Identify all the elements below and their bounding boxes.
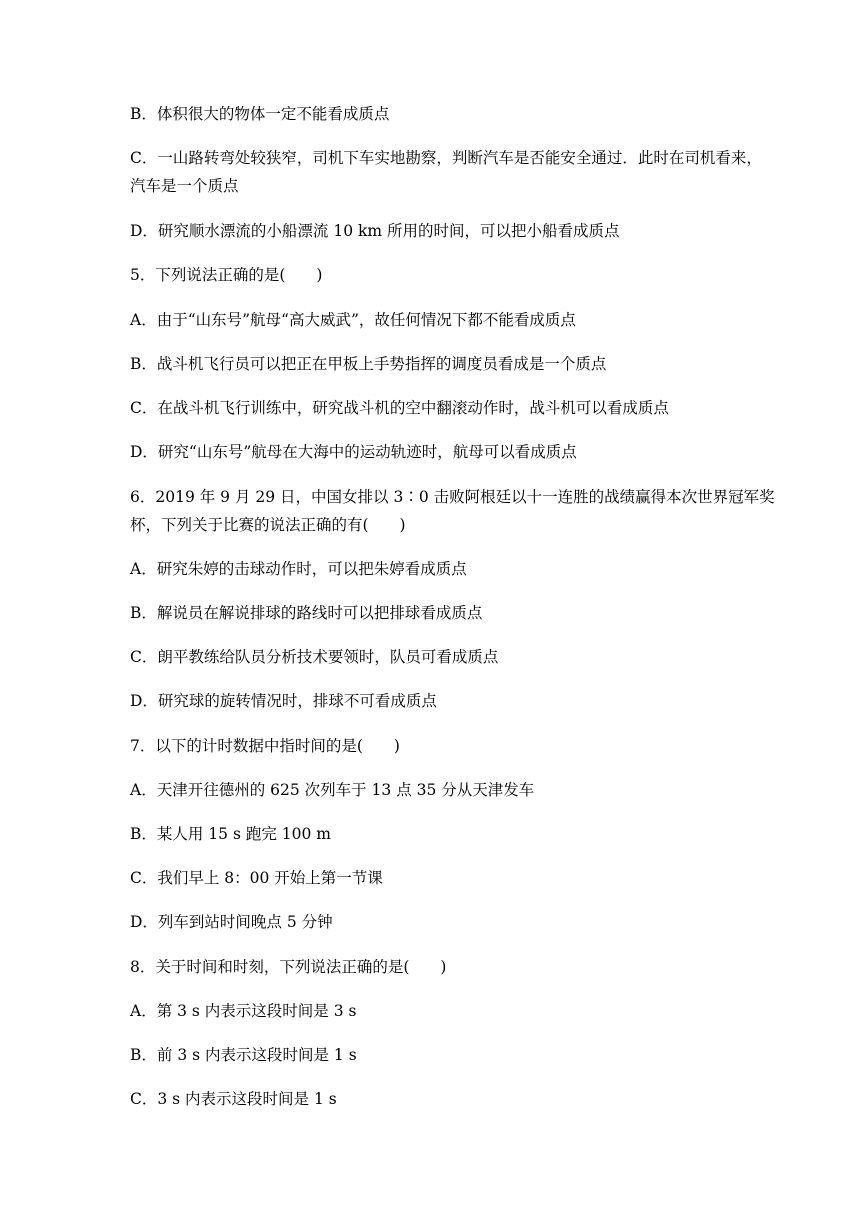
question-stem: 6．2019 年 9 月 29 日，中国女排以 3∶0 击败阿根廷以十一连胜的战绩赢得本次世界冠军奖 bbox=[130, 488, 775, 506]
option-text: B．体积很大的物体一定不能看成质点 bbox=[130, 105, 390, 123]
option-text: C．3 s 内表示这段时间是 1 s bbox=[130, 1090, 337, 1108]
option-text-continued: 汽车是一个质点 bbox=[130, 177, 239, 195]
option-text: C．一山路转弯处较狭窄，司机下车实地勘察，判断汽车是否能安全通过．此时在司机看来， bbox=[130, 149, 762, 167]
option-text: A．研究朱婷的击球动作时，可以把朱婷看成质点 bbox=[130, 560, 467, 578]
option-text: C．朗平教练给队员分析技术要领时，队员可看成质点 bbox=[130, 648, 499, 666]
option-text: C．我们早上 8：00 开始上第一节课 bbox=[130, 869, 383, 887]
option-text: A．第 3 s 内表示这段时间是 3 s bbox=[130, 1002, 357, 1020]
option-text: B．解说员在解说排球的路线时可以把排球看成质点 bbox=[130, 604, 483, 622]
option-text: A．天津开往德州的 625 次列车于 13 点 35 分从天津发车 bbox=[130, 781, 535, 799]
question-stem: 5．下列说法正确的是( ) bbox=[130, 266, 323, 284]
option-text: D．研究球的旋转情况时，排球不可看成质点 bbox=[130, 692, 437, 710]
option-text: B．战斗机飞行员可以把正在甲板上手势指挥的调度员看成是一个质点 bbox=[130, 355, 607, 373]
question-stem-continued: 杯，下列关于比赛的说法正确的有( ) bbox=[130, 516, 406, 534]
option-text: D．研究“山东号”航母在大海中的运动轨迹时，航母可以看成质点 bbox=[130, 443, 577, 461]
option-text: D．列车到站时间晚点 5 分钟 bbox=[130, 913, 333, 931]
option-text: B．前 3 s 内表示这段时间是 1 s bbox=[130, 1046, 357, 1064]
question-stem: 8．关于时间和时刻，下列说法正确的是( ) bbox=[130, 958, 447, 976]
option-text: B．某人用 15 s 跑完 100 m bbox=[130, 825, 331, 843]
option-text: D．研究顺水漂流的小船漂流 10 km 所用的时间，可以把小船看成质点 bbox=[130, 222, 620, 240]
option-text: C．在战斗机飞行训练中，研究战斗机的空中翻滚动作时，战斗机可以看成质点 bbox=[130, 399, 669, 417]
question-stem: 7．以下的计时数据中指时间的是( ) bbox=[130, 737, 400, 755]
option-text: A．由于“山东号”航母“高大威武”，故任何情况下都不能看成质点 bbox=[130, 311, 576, 329]
